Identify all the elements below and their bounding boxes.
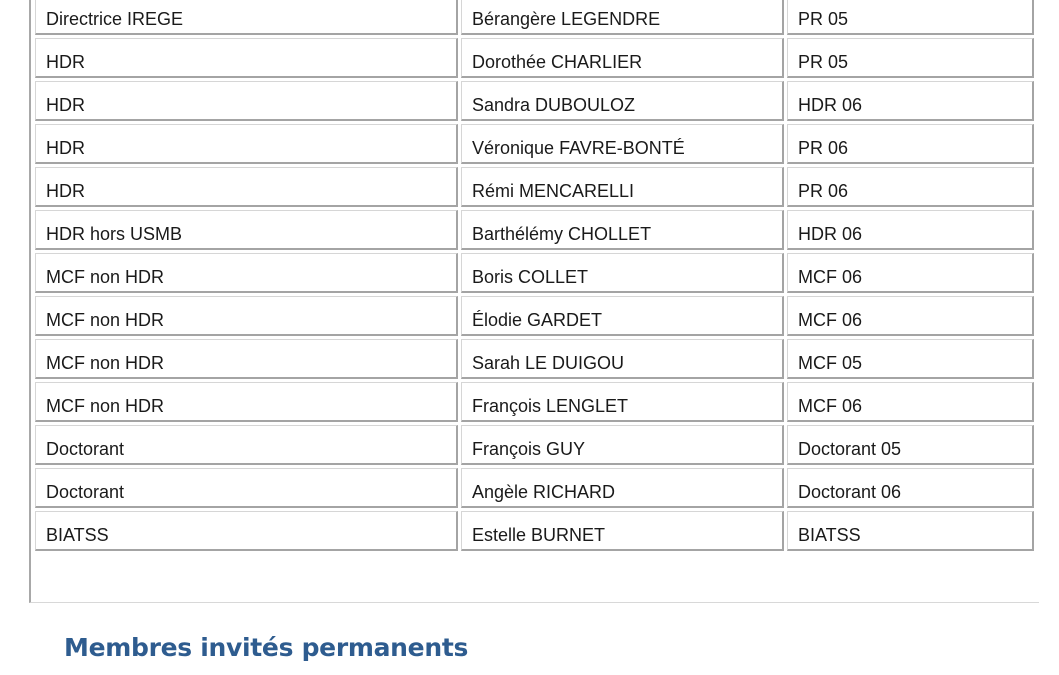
role-cell bbox=[35, 511, 458, 551]
name-cell-text: Angèle RICHARD bbox=[472, 482, 616, 502]
table-row bbox=[35, 253, 1034, 293]
status-cell-text: PR 05 bbox=[798, 9, 849, 29]
status-cell bbox=[787, 38, 1034, 78]
status-cell bbox=[787, 81, 1034, 121]
table-row bbox=[35, 296, 1034, 336]
name-cell-text: Bérangère LEGENDRE bbox=[472, 9, 661, 29]
role-cell bbox=[35, 124, 458, 164]
name-cell bbox=[461, 253, 784, 293]
role-cell bbox=[35, 339, 458, 379]
status-cell-text: PR 06 bbox=[798, 138, 849, 158]
table-row bbox=[35, 167, 1034, 207]
role-cell-text: MCF non HDR bbox=[46, 396, 165, 416]
name-cell-text: Dorothée CHARLIER bbox=[472, 52, 643, 72]
table-row bbox=[35, 511, 1034, 551]
name-cell bbox=[461, 0, 784, 35]
role-cell-text: MCF non HDR bbox=[46, 310, 165, 330]
name-cell bbox=[461, 339, 784, 379]
status-cell bbox=[787, 511, 1034, 551]
status-cell-text: PR 06 bbox=[798, 181, 849, 201]
status-cell-text: MCF 06 bbox=[798, 396, 863, 416]
name-cell bbox=[461, 468, 784, 508]
status-cell-text: MCF 06 bbox=[798, 267, 863, 287]
name-cell bbox=[461, 210, 784, 250]
name-cell bbox=[461, 296, 784, 336]
name-cell-text: Véronique FAVRE-BONTÉ bbox=[472, 138, 685, 158]
name-cell-text: Estelle BURNET bbox=[472, 525, 606, 545]
role-cell bbox=[35, 425, 458, 465]
role-cell bbox=[35, 253, 458, 293]
table-row bbox=[35, 468, 1034, 508]
name-cell bbox=[461, 81, 784, 121]
status-cell-text: PR 05 bbox=[798, 52, 849, 72]
status-cell bbox=[787, 167, 1034, 207]
role-cell bbox=[35, 468, 458, 508]
table-row bbox=[35, 425, 1034, 465]
table-row bbox=[35, 38, 1034, 78]
table-row bbox=[35, 382, 1034, 422]
status-cell bbox=[787, 0, 1034, 35]
status-cell bbox=[787, 296, 1034, 336]
table-row bbox=[35, 0, 1034, 35]
status-cell-text: MCF 05 bbox=[798, 353, 863, 373]
name-cell-text: François GUY bbox=[472, 439, 586, 459]
status-cell bbox=[787, 124, 1034, 164]
status-cell bbox=[787, 425, 1034, 465]
role-cell-text: Directrice IREGE bbox=[46, 9, 184, 29]
name-cell bbox=[461, 124, 784, 164]
name-cell-text: Sandra DUBOULOZ bbox=[472, 95, 636, 115]
name-cell-text: Boris COLLET bbox=[472, 267, 589, 287]
table-row bbox=[35, 339, 1034, 379]
name-cell bbox=[461, 511, 784, 551]
role-cell bbox=[35, 296, 458, 336]
role-cell bbox=[35, 0, 458, 35]
members-table-body bbox=[35, 0, 1034, 551]
name-cell-text: François LENGLET bbox=[472, 396, 629, 416]
status-cell bbox=[787, 382, 1034, 422]
members-table bbox=[32, 0, 1037, 554]
section-title: Membres invités permanents bbox=[64, 633, 469, 662]
name-cell bbox=[461, 382, 784, 422]
role-cell-text: MCF non HDR bbox=[46, 353, 165, 373]
role-cell bbox=[35, 81, 458, 121]
role-cell-text: HDR bbox=[46, 52, 85, 72]
name-cell-text: Rémi MENCARELLI bbox=[472, 181, 635, 201]
role-cell-text: BIATSS bbox=[46, 525, 109, 545]
name-cell-text: Barthélémy CHOLLET bbox=[472, 224, 652, 244]
status-cell-text: HDR 06 bbox=[798, 224, 863, 244]
name-cell bbox=[461, 38, 784, 78]
members-table-container bbox=[29, 0, 1039, 603]
status-cell bbox=[787, 210, 1034, 250]
name-cell-text: Élodie GARDET bbox=[472, 310, 603, 330]
role-cell bbox=[35, 210, 458, 250]
role-cell bbox=[35, 38, 458, 78]
role-cell bbox=[35, 382, 458, 422]
role-cell-text: Doctorant bbox=[46, 482, 125, 502]
table-row bbox=[35, 81, 1034, 121]
status-cell bbox=[787, 339, 1034, 379]
status-cell-text: MCF 06 bbox=[798, 310, 863, 330]
table-row bbox=[35, 124, 1034, 164]
role-cell-text: HDR bbox=[46, 138, 85, 158]
status-cell-text: BIATSS bbox=[798, 525, 861, 545]
role-cell-text: HDR bbox=[46, 181, 85, 201]
role-cell-text: MCF non HDR bbox=[46, 267, 165, 287]
status-cell-text: HDR 06 bbox=[798, 95, 863, 115]
role-cell bbox=[35, 167, 458, 207]
role-cell-text: HDR hors USMB bbox=[46, 224, 183, 244]
name-cell-text: Sarah LE DUIGOU bbox=[472, 353, 625, 373]
status-cell bbox=[787, 468, 1034, 508]
status-cell bbox=[787, 253, 1034, 293]
name-cell bbox=[461, 425, 784, 465]
table-row bbox=[35, 210, 1034, 250]
role-cell-text: Doctorant bbox=[46, 439, 125, 459]
status-cell-text: Doctorant 06 bbox=[798, 482, 902, 502]
name-cell bbox=[461, 167, 784, 207]
status-cell-text: Doctorant 05 bbox=[798, 439, 902, 459]
role-cell-text: HDR bbox=[46, 95, 85, 115]
